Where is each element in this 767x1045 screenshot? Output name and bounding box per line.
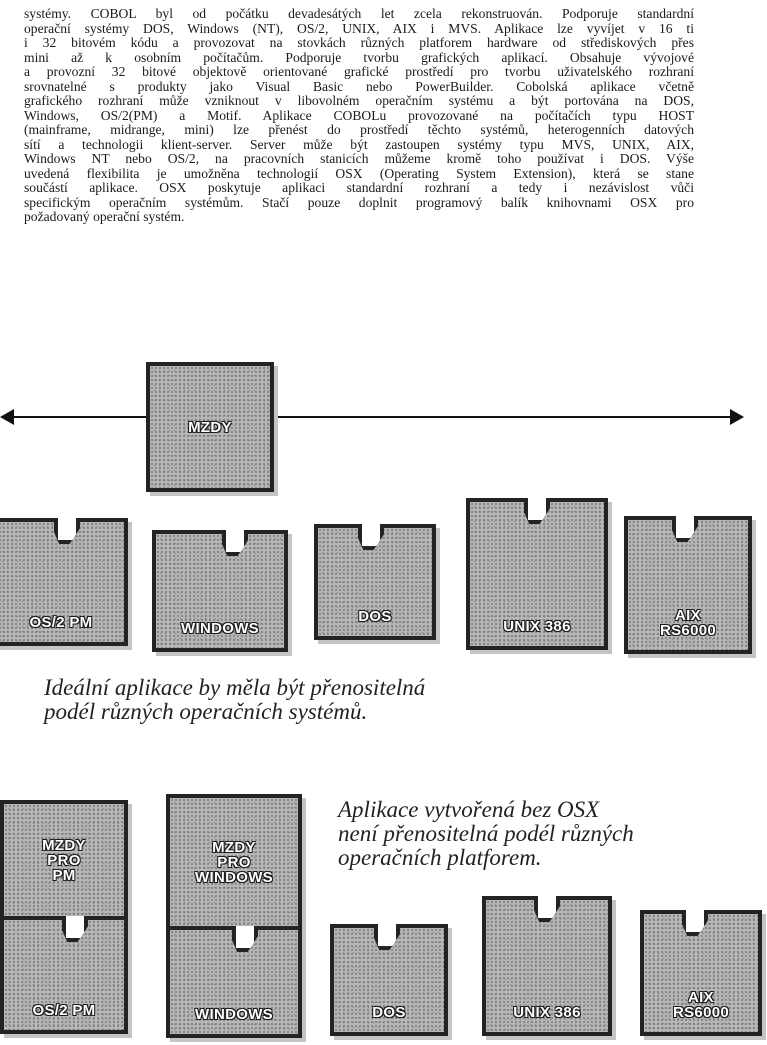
app-label: MZDY PRO PM xyxy=(42,836,86,884)
paragraph-line: sítí a technologii klient-server. Server může být zastoupen systémy typu MVS, UNIX, AIX, xyxy=(24,136,694,152)
paragraph-line: (mainframe, midrange, mini) lze přenést do prostředí těchto systémů, heterogenních datových xyxy=(24,122,694,137)
paragraph-line: uvedená flexibilita je umožněna technologií OSX (Operating System Extension), která se stane xyxy=(24,165,694,181)
paragraph-line: i 32 bitovém kódu a provozovat na stovkách různých platforem hardware od střediskových přes xyxy=(24,35,694,50)
platform-label: UNIX 386 xyxy=(503,618,571,635)
notch-icon xyxy=(524,498,550,524)
paragraph-line: Windows, OS/2(PM) a Motif. Aplikace COBOLu provozované na počítačích typu HOST xyxy=(24,107,694,123)
caption-portable xyxy=(44,676,425,724)
platform-box-unix386 xyxy=(482,896,612,1036)
notch-icon xyxy=(374,924,400,950)
app-box-mzdy-pro-windows xyxy=(166,794,302,930)
paragraph-line: operační systémy DOS, Windows (NT), OS/2, UNIX, AIX i MVS. Aplikace lze vyvíjet v 16 ti xyxy=(24,20,694,36)
notch-icon xyxy=(62,916,88,942)
platform-box-unix386 xyxy=(466,498,608,650)
platform-label: AIX RS6000 xyxy=(659,607,716,639)
platform-box-dos xyxy=(330,924,448,1036)
platform-box-aix xyxy=(624,516,752,654)
caption-line: Ideální aplikace by měla být přenositelná xyxy=(44,675,426,700)
paragraph-line last: požadovaný operační systém. xyxy=(24,209,185,224)
caption-line: není přenositelná podél různých xyxy=(338,821,634,846)
platform-label: OS/2 PM xyxy=(32,1002,96,1019)
notch-icon xyxy=(672,516,698,542)
paragraph-line: součástí aplikace. OSX poskytuje aplikaci standardní rozhraní a tedy i nezávislost vůči xyxy=(24,180,694,195)
paragraph-line: grafického rozhraní může vzniknout v libovolném operačním systému a být portována na DOS, xyxy=(24,93,694,108)
platform-box-aix xyxy=(640,910,762,1036)
notch-icon xyxy=(222,530,248,556)
notch-icon xyxy=(232,926,258,952)
paragraph-line: systémy. COBOL byl od počátku devadesátých let zcela rekonstruován. Podporuje standardní xyxy=(24,6,694,21)
app-box-mzdy-pro-pm xyxy=(0,800,128,920)
app-label: MZDY PRO WINDOWS xyxy=(195,838,273,886)
notch-icon xyxy=(358,524,384,550)
paragraph-line: specifickým operačním systémům. Stačí pouze doplnit programový balík knihovnami OSX pro xyxy=(24,194,694,210)
platform-box-dos xyxy=(314,524,436,640)
caption-not-portable xyxy=(338,798,634,870)
notch-icon xyxy=(682,910,708,936)
platform-box-os2pm xyxy=(0,518,128,646)
platform-label: OS/2 PM xyxy=(29,614,93,631)
platform-label: UNIX 386 xyxy=(513,1004,581,1021)
paragraph-line: Windows NT nebo OS/2, na pracovních stanicích můžeme kromě toho používat i DOS. Výše xyxy=(24,151,694,166)
platform-label: DOS xyxy=(372,1004,406,1021)
platform-label: WINDOWS xyxy=(195,1006,273,1023)
paragraph-line: a provozní 32 bitové objektově orientované grafické prostředí pro tvorbu uživatelského rozhraní xyxy=(24,64,694,79)
notch-icon xyxy=(54,518,80,544)
platform-label: AIX RS6000 xyxy=(672,989,729,1021)
body-paragraph xyxy=(24,7,694,225)
platform-box-windows xyxy=(152,530,288,652)
notch-icon xyxy=(534,896,560,922)
paragraph-line: mini až k osobním počítačům. Podporuje tvorbu grafických aplikací. Obsahuje vývojové xyxy=(24,49,694,65)
caption-line: operačních platforem. xyxy=(338,845,542,870)
app-label: MZDY xyxy=(188,418,232,436)
arrow-right-icon xyxy=(730,409,744,425)
caption-line: podél různých operačních systémů. xyxy=(44,699,368,724)
caption-line: Aplikace vytvořená bez OSX xyxy=(338,797,600,822)
app-box-mzdy xyxy=(146,362,274,492)
platform-label: DOS xyxy=(358,608,392,625)
arrow-line xyxy=(8,416,736,418)
platform-label: WINDOWS xyxy=(181,620,259,637)
paragraph-line: srovnatelné s produkty jako Visual Basic nebo PowerBuilder. Cobolská aplikace včetně xyxy=(24,78,694,94)
platform-box-windows xyxy=(166,926,302,1038)
platform-box-os2pm xyxy=(0,916,128,1034)
